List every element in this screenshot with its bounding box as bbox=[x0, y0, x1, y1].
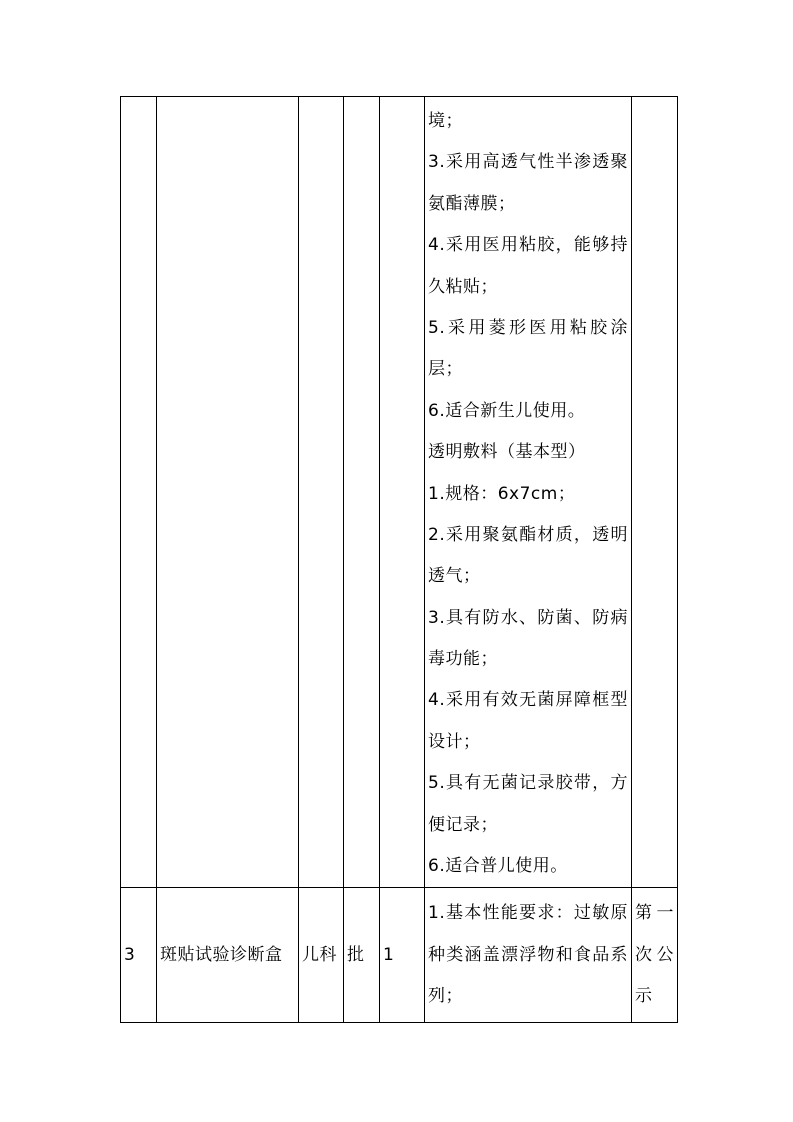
spec-line: 久粘贴； bbox=[428, 276, 498, 297]
spec-paragraph bbox=[428, 680, 628, 763]
cell-quantity bbox=[380, 97, 425, 888]
table-row bbox=[121, 97, 678, 888]
cell-name bbox=[157, 888, 299, 1023]
item-department: 儿科 bbox=[302, 944, 337, 965]
spec-line: 透气； bbox=[428, 566, 481, 587]
item-name: 斑贴试验诊断盒 bbox=[160, 944, 283, 965]
cell-no bbox=[121, 888, 157, 1023]
spec-line: 1.规格：6x7cm； bbox=[428, 483, 576, 504]
spec-paragraph bbox=[428, 225, 628, 308]
spec-paragraph bbox=[428, 142, 628, 225]
spec-line: 层； bbox=[428, 359, 463, 380]
spec-line: 6.适合新生儿使用。 bbox=[428, 400, 586, 421]
spec-paragraph bbox=[428, 515, 628, 598]
remark-line: 第一 bbox=[635, 903, 674, 924]
spec-paragraph bbox=[428, 893, 628, 1017]
spec-line: 毒功能； bbox=[428, 649, 498, 670]
spec-line: 氨酯薄膜； bbox=[428, 193, 516, 214]
cell-no bbox=[121, 97, 157, 888]
spec-heading: 透明敷料（基本型） bbox=[428, 442, 586, 463]
cell-unit bbox=[344, 97, 380, 888]
remark-line: 示 bbox=[635, 986, 653, 1007]
spec-paragraph bbox=[428, 308, 628, 391]
spec-line: 6.适合普儿使用。 bbox=[428, 856, 568, 877]
spec-paragraph bbox=[428, 432, 628, 473]
cell-department bbox=[299, 97, 344, 888]
spec-paragraph bbox=[428, 846, 628, 887]
cell-unit bbox=[344, 888, 380, 1023]
cell-remark bbox=[632, 97, 678, 888]
item-table bbox=[120, 96, 678, 1023]
spec-line: 列； bbox=[428, 986, 463, 1007]
spec-line: 境； bbox=[428, 111, 463, 131]
spec-paragraph bbox=[428, 101, 628, 142]
spec-line: 设计； bbox=[428, 731, 481, 752]
spec-line: 4.采用有效无菌屏障框型 bbox=[428, 690, 628, 711]
spec-line: 3.采用高透气性半渗透聚 bbox=[428, 152, 628, 173]
spec-line: 4.采用医用粘胶，能够持 bbox=[428, 235, 628, 256]
cell-spec bbox=[425, 888, 632, 1023]
spec-line: 1.基本性能要求：过敏原 bbox=[428, 903, 628, 924]
spec-line: 2.采用聚氨酯材质，透明 bbox=[428, 524, 628, 545]
spec-line: 5.具有无菌记录胶带，方 bbox=[428, 773, 628, 794]
spec-paragraph bbox=[428, 598, 628, 681]
cell-department bbox=[299, 888, 344, 1023]
item-unit: 批 bbox=[347, 944, 365, 965]
item-number: 3 bbox=[124, 944, 136, 965]
spec-line: 便记录； bbox=[428, 814, 498, 835]
spec-line: 5.采用菱形医用粘胶涂 bbox=[428, 317, 628, 338]
spec-paragraph bbox=[428, 474, 628, 515]
item-quantity: 1 bbox=[383, 944, 395, 965]
cell-spec bbox=[425, 97, 632, 888]
spec-paragraph bbox=[428, 391, 628, 432]
spec-line: 3.具有防水、防菌、防病 bbox=[428, 607, 628, 628]
cell-remark bbox=[632, 888, 678, 1023]
cell-quantity bbox=[380, 888, 425, 1023]
remark-line: 次公 bbox=[635, 944, 674, 965]
table-row bbox=[121, 888, 678, 1023]
spec-line: 种类涵盖漂浮物和食品系 bbox=[428, 944, 628, 965]
spec-paragraph bbox=[428, 763, 628, 846]
cell-name bbox=[157, 97, 299, 888]
